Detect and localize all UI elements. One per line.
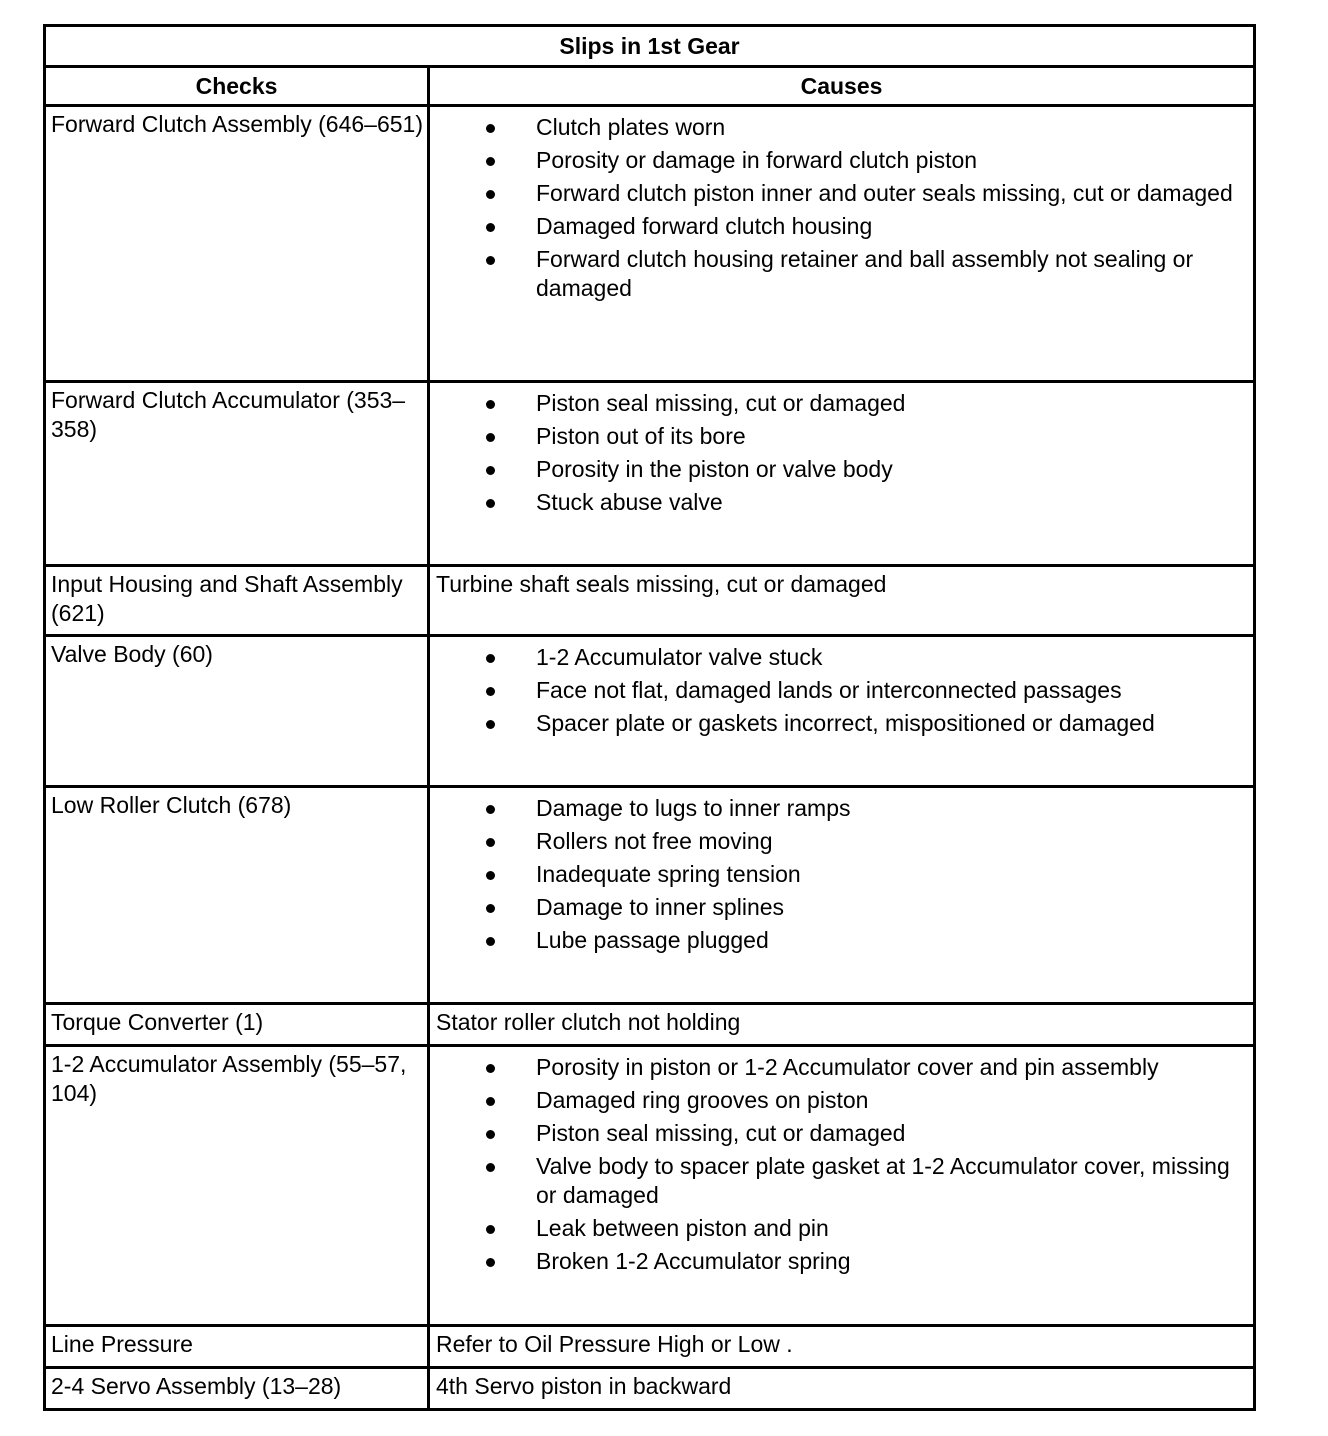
bullet-icon bbox=[486, 1064, 495, 1073]
bullet-icon bbox=[486, 1130, 495, 1139]
bullet-icon bbox=[486, 157, 495, 166]
list-item: Valve body to spacer plate gasket at 1-2 Accumulator cover, missing or damaged bbox=[430, 1152, 1253, 1210]
causes-list bbox=[430, 389, 1253, 517]
list-item: Porosity in the piston or valve body bbox=[430, 455, 1253, 484]
check-cell: Forward Clutch Assembly (646–651) bbox=[45, 106, 429, 382]
list-item: Piston seal missing, cut or damaged bbox=[430, 389, 1253, 418]
bullet-icon bbox=[486, 433, 495, 442]
list-item: Damage to inner splines bbox=[430, 893, 1253, 922]
causes-cell: Stator roller clutch not holding bbox=[429, 1004, 1255, 1046]
bullet-icon bbox=[486, 838, 495, 847]
list-item: Clutch plates worn bbox=[430, 113, 1253, 142]
causes-list bbox=[430, 794, 1253, 955]
table-row bbox=[45, 1326, 1255, 1368]
bullet-icon bbox=[486, 1097, 495, 1106]
bullet-icon bbox=[486, 904, 495, 913]
bullet-icon bbox=[486, 190, 495, 199]
list-item: Forward clutch housing retainer and ball assembly not sealing or damaged bbox=[430, 245, 1253, 303]
list-item: Porosity in piston or 1-2 Accumulator cover and pin assembly bbox=[430, 1053, 1253, 1082]
table-row bbox=[45, 1368, 1255, 1410]
list-item: Broken 1-2 Accumulator spring bbox=[430, 1247, 1253, 1276]
table-row bbox=[45, 787, 1255, 1004]
check-cell: Torque Converter (1) bbox=[45, 1004, 429, 1046]
check-cell: Low Roller Clutch (678) bbox=[45, 787, 429, 1004]
causes-cell: Turbine shaft seals missing, cut or damaged bbox=[429, 566, 1255, 636]
check-cell: 1-2 Accumulator Assembly (55–57, 104) bbox=[45, 1046, 429, 1326]
list-item: Damage to lugs to inner ramps bbox=[430, 794, 1253, 823]
bullet-icon bbox=[486, 654, 495, 663]
list-item: Inadequate spring tension bbox=[430, 860, 1253, 889]
table-row bbox=[45, 636, 1255, 787]
list-item: Piston out of its bore bbox=[430, 422, 1253, 451]
list-item: Forward clutch piston inner and outer seals missing, cut or damaged bbox=[430, 179, 1253, 208]
check-cell: Valve Body (60) bbox=[45, 636, 429, 787]
list-item: Spacer plate or gaskets incorrect, mispositioned or damaged bbox=[430, 709, 1253, 738]
check-cell: Input Housing and Shaft Assembly (621) bbox=[45, 566, 429, 636]
causes-cell bbox=[429, 106, 1255, 382]
header-causes: Causes bbox=[429, 67, 1255, 106]
causes-list bbox=[430, 643, 1253, 738]
bullet-icon bbox=[486, 223, 495, 232]
table-row bbox=[45, 106, 1255, 382]
bullet-icon bbox=[486, 937, 495, 946]
causes-cell: 4th Servo piston in backward bbox=[429, 1368, 1255, 1410]
causes-list bbox=[430, 113, 1253, 303]
bullet-icon bbox=[486, 400, 495, 409]
causes-cell: Refer to Oil Pressure High or Low . bbox=[429, 1326, 1255, 1368]
list-item: Stuck abuse valve bbox=[430, 488, 1253, 517]
check-cell: 2-4 Servo Assembly (13–28) bbox=[45, 1368, 429, 1410]
table-row bbox=[45, 382, 1255, 566]
list-item: Leak between piston and pin bbox=[430, 1214, 1253, 1243]
bullet-icon bbox=[486, 1225, 495, 1234]
diagnosis-table bbox=[43, 24, 1256, 1411]
list-item: Damaged ring grooves on piston bbox=[430, 1086, 1253, 1115]
bullet-icon bbox=[486, 466, 495, 475]
bullet-icon bbox=[486, 720, 495, 729]
causes-cell bbox=[429, 636, 1255, 787]
bullet-icon bbox=[486, 871, 495, 880]
bullet-icon bbox=[486, 805, 495, 814]
list-item: Face not flat, damaged lands or interconnected passages bbox=[430, 676, 1253, 705]
causes-cell bbox=[429, 382, 1255, 566]
list-item: Lube passage plugged bbox=[430, 926, 1253, 955]
bullet-icon bbox=[486, 687, 495, 696]
list-item: Piston seal missing, cut or damaged bbox=[430, 1119, 1253, 1148]
bullet-icon bbox=[486, 124, 495, 133]
table-row bbox=[45, 1046, 1255, 1326]
causes-cell bbox=[429, 1046, 1255, 1326]
table-title: Slips in 1st Gear bbox=[45, 26, 1255, 67]
list-item: Rollers not free moving bbox=[430, 827, 1253, 856]
bullet-icon bbox=[486, 1258, 495, 1267]
bullet-icon bbox=[486, 1163, 495, 1172]
check-cell: Line Pressure bbox=[45, 1326, 429, 1368]
list-item: Porosity or damage in forward clutch piston bbox=[430, 146, 1253, 175]
table-row bbox=[45, 1004, 1255, 1046]
header-checks: Checks bbox=[45, 67, 429, 106]
bullet-icon bbox=[486, 256, 495, 265]
causes-cell bbox=[429, 787, 1255, 1004]
list-item: 1-2 Accumulator valve stuck bbox=[430, 643, 1253, 672]
causes-list bbox=[430, 1053, 1253, 1276]
list-item: Damaged forward clutch housing bbox=[430, 212, 1253, 241]
table-row bbox=[45, 566, 1255, 636]
bullet-icon bbox=[486, 499, 495, 508]
check-cell: Forward Clutch Accumulator (353–358) bbox=[45, 382, 429, 566]
